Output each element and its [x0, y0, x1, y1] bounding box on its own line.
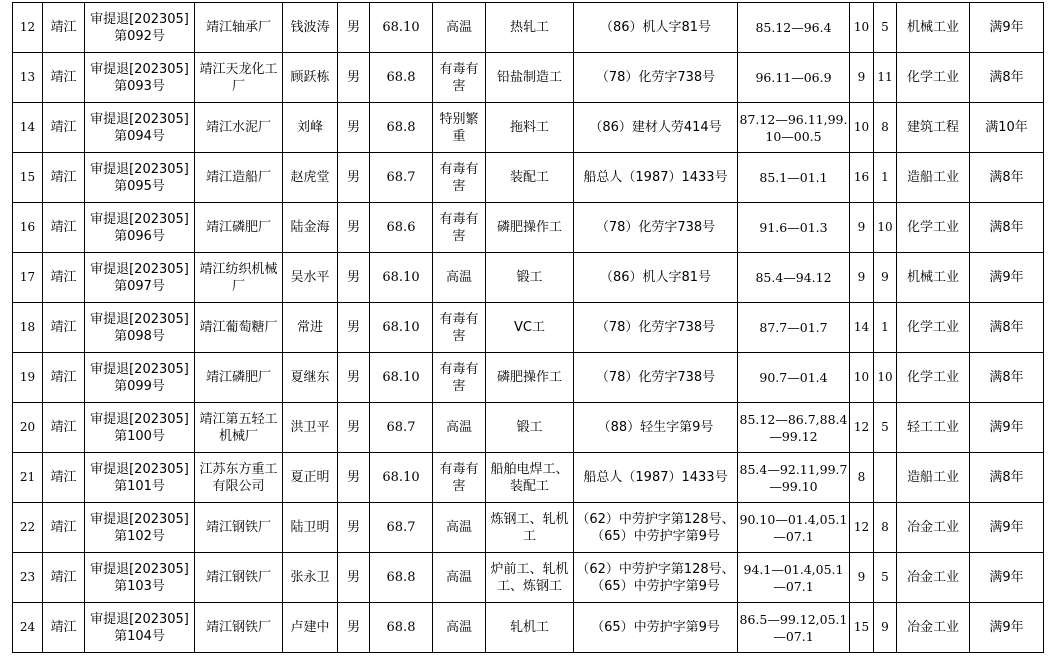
region-cell: 靖江 — [43, 353, 85, 403]
work-period-cell: 85.1—01.1 — [738, 153, 850, 203]
condition-cell: 满8年 — [970, 353, 1044, 403]
condition-cell: 满9年 — [970, 603, 1044, 653]
sequence-number-cell: 16 — [13, 203, 43, 253]
industry-cell: 造船工业 — [897, 153, 970, 203]
policy-basis-cell: （65）中劳护字第9号 — [574, 603, 738, 653]
years-cell: 12 — [850, 403, 874, 453]
job-title-cell: 磷肥操作工 — [486, 353, 574, 403]
employer-cell: 靖江水泥厂 — [195, 103, 283, 153]
policy-basis-cell: （62）中劳护字第128号、（65）中劳护字第9号 — [574, 553, 738, 603]
gender-cell: 男 — [338, 403, 370, 453]
file-number-cell: 审提退[202305]第095号 — [85, 153, 195, 203]
person-name-cell: 张永卫 — [283, 553, 338, 603]
work-type-cell: 有毒有害 — [433, 303, 486, 353]
employer-cell: 靖江钢铁厂 — [195, 603, 283, 653]
job-title-cell: 装配工 — [486, 153, 574, 203]
months-cell: 5 — [874, 553, 897, 603]
sequence-number-cell: 19 — [13, 353, 43, 403]
file-number-cell: 审提退[202305]第099号 — [85, 353, 195, 403]
work-type-cell: 特别繁重 — [433, 103, 486, 153]
policy-basis-cell: （78）化劳字738号 — [574, 203, 738, 253]
months-cell: 8 — [874, 503, 897, 553]
birth-date-cell: 68.8 — [370, 553, 433, 603]
file-number-cell: 审提退[202305]第104号 — [85, 603, 195, 653]
policy-basis-cell: （62）中劳护字第128号、（65）中劳护字第9号 — [574, 503, 738, 553]
file-number-cell: 审提退[202305]第096号 — [85, 203, 195, 253]
employer-cell: 靖江天龙化工厂 — [195, 53, 283, 103]
condition-cell: 满9年 — [970, 553, 1044, 603]
region-cell: 靖江 — [43, 153, 85, 203]
file-number-cell: 审提退[202305]第101号 — [85, 453, 195, 503]
job-title-cell: 磷肥操作工 — [486, 203, 574, 253]
birth-date-cell: 68.10 — [370, 353, 433, 403]
condition-cell: 满9年 — [970, 3, 1044, 53]
job-title-cell: 炉前工、轧机工、炼钢工 — [486, 553, 574, 603]
work-type-cell: 高温 — [433, 403, 486, 453]
gender-cell: 男 — [338, 3, 370, 53]
person-name-cell: 钱波涛 — [283, 3, 338, 53]
years-cell: 9 — [850, 53, 874, 103]
work-period-cell: 86.5—99.12,05.1—07.1 — [738, 603, 850, 653]
sequence-number-cell: 23 — [13, 553, 43, 603]
person-name-cell: 陆金海 — [283, 203, 338, 253]
person-name-cell: 洪卫平 — [283, 403, 338, 453]
sequence-number-cell: 22 — [13, 503, 43, 553]
region-cell: 靖江 — [43, 453, 85, 503]
gender-cell: 男 — [338, 553, 370, 603]
work-period-cell: 85.12—96.4 — [738, 3, 850, 53]
table-row — [13, 553, 1044, 603]
gender-cell: 男 — [338, 153, 370, 203]
birth-date-cell: 68.6 — [370, 203, 433, 253]
work-period-cell: 87.12—96.11,99.10—00.5 — [738, 103, 850, 153]
job-title-cell: 铅盐制造工 — [486, 53, 574, 103]
sequence-number-cell: 15 — [13, 153, 43, 203]
person-name-cell: 常进 — [283, 303, 338, 353]
policy-basis-cell: （86）机人字81号 — [574, 253, 738, 303]
work-period-cell: 90.10—01.4,05.1—07.1 — [738, 503, 850, 553]
employer-cell: 靖江纺织机械厂 — [195, 253, 283, 303]
work-period-cell: 96.11—06.9 — [738, 53, 850, 103]
industry-cell: 化学工业 — [897, 53, 970, 103]
birth-date-cell: 68.7 — [370, 403, 433, 453]
job-title-cell: 船舶电焊工、装配工 — [486, 453, 574, 503]
industry-cell: 化学工业 — [897, 203, 970, 253]
file-number-cell: 审提退[202305]第094号 — [85, 103, 195, 153]
region-cell: 靖江 — [43, 553, 85, 603]
sequence-number-cell: 14 — [13, 103, 43, 153]
years-cell: 8 — [850, 453, 874, 503]
birth-date-cell: 68.10 — [370, 303, 433, 353]
employer-cell: 靖江造船厂 — [195, 153, 283, 203]
work-type-cell: 有毒有害 — [433, 53, 486, 103]
table-row — [13, 603, 1044, 653]
policy-basis-cell: 船总人（1987）1433号 — [574, 153, 738, 203]
employer-cell: 江苏东方重工有限公司 — [195, 453, 283, 503]
region-cell: 靖江 — [43, 103, 85, 153]
birth-date-cell: 68.10 — [370, 253, 433, 303]
person-name-cell: 赵虎堂 — [283, 153, 338, 203]
job-title-cell: VC工 — [486, 303, 574, 353]
months-cell — [874, 453, 897, 503]
job-title-cell: 炼钢工、轧机工 — [486, 503, 574, 553]
work-period-cell: 85.12—86.7,88.4—99.12 — [738, 403, 850, 453]
gender-cell: 男 — [338, 503, 370, 553]
employer-cell: 靖江磷肥厂 — [195, 353, 283, 403]
work-period-cell: 85.4—92.11,99.7—99.10 — [738, 453, 850, 503]
industry-cell: 化学工业 — [897, 353, 970, 403]
years-cell: 9 — [850, 253, 874, 303]
industry-cell: 冶金工业 — [897, 553, 970, 603]
file-number-cell: 审提退[202305]第103号 — [85, 553, 195, 603]
region-cell: 靖江 — [43, 303, 85, 353]
months-cell: 10 — [874, 203, 897, 253]
table-body — [13, 3, 1044, 653]
years-cell: 10 — [850, 353, 874, 403]
condition-cell: 满8年 — [970, 303, 1044, 353]
gender-cell: 男 — [338, 303, 370, 353]
job-title-cell: 锻工 — [486, 253, 574, 303]
region-cell: 靖江 — [43, 253, 85, 303]
file-number-cell: 审提退[202305]第097号 — [85, 253, 195, 303]
sequence-number-cell: 18 — [13, 303, 43, 353]
file-number-cell: 审提退[202305]第092号 — [85, 3, 195, 53]
work-type-cell: 高温 — [433, 503, 486, 553]
months-cell: 5 — [874, 403, 897, 453]
work-period-cell: 94.1—01.4,05.1—07.1 — [738, 553, 850, 603]
years-cell: 9 — [850, 203, 874, 253]
industry-cell: 造船工业 — [897, 453, 970, 503]
birth-date-cell: 68.7 — [370, 153, 433, 203]
birth-date-cell: 68.10 — [370, 3, 433, 53]
industry-cell: 冶金工业 — [897, 503, 970, 553]
work-type-cell: 高温 — [433, 603, 486, 653]
gender-cell: 男 — [338, 103, 370, 153]
birth-date-cell: 68.7 — [370, 503, 433, 553]
industry-cell: 建筑工程 — [897, 103, 970, 153]
person-name-cell: 夏继东 — [283, 353, 338, 403]
months-cell: 8 — [874, 103, 897, 153]
gender-cell: 男 — [338, 253, 370, 303]
table-row — [13, 503, 1044, 553]
sequence-number-cell: 13 — [13, 53, 43, 103]
work-period-cell: 85.4—94.12 — [738, 253, 850, 303]
months-cell: 10 — [874, 353, 897, 403]
industry-cell: 机械工业 — [897, 253, 970, 303]
job-title-cell: 轧机工 — [486, 603, 574, 653]
table-row — [13, 253, 1044, 303]
condition-cell: 满9年 — [970, 253, 1044, 303]
condition-cell: 满8年 — [970, 453, 1044, 503]
table-row — [13, 303, 1044, 353]
person-name-cell: 卢建中 — [283, 603, 338, 653]
employer-cell: 靖江轴承厂 — [195, 3, 283, 53]
industry-cell: 冶金工业 — [897, 603, 970, 653]
years-cell: 12 — [850, 503, 874, 553]
person-name-cell: 夏正明 — [283, 453, 338, 503]
table-row — [13, 453, 1044, 503]
person-name-cell: 陆卫明 — [283, 503, 338, 553]
work-type-cell: 有毒有害 — [433, 203, 486, 253]
person-name-cell: 刘峰 — [283, 103, 338, 153]
sequence-number-cell: 24 — [13, 603, 43, 653]
work-type-cell: 有毒有害 — [433, 453, 486, 503]
work-period-cell: 87.7—01.7 — [738, 303, 850, 353]
work-period-cell: 91.6—01.3 — [738, 203, 850, 253]
job-title-cell: 拖料工 — [486, 103, 574, 153]
condition-cell: 满8年 — [970, 53, 1044, 103]
condition-cell: 满8年 — [970, 203, 1044, 253]
months-cell: 1 — [874, 303, 897, 353]
person-name-cell: 顾跃栋 — [283, 53, 338, 103]
region-cell: 靖江 — [43, 3, 85, 53]
years-cell: 10 — [850, 103, 874, 153]
region-cell: 靖江 — [43, 603, 85, 653]
condition-cell: 满10年 — [970, 103, 1044, 153]
sequence-number-cell: 12 — [13, 3, 43, 53]
industry-cell: 化学工业 — [897, 303, 970, 353]
employer-cell: 靖江第五轻工机械厂 — [195, 403, 283, 453]
table-row — [13, 3, 1044, 53]
policy-basis-cell: （88）轻生字第9号 — [574, 403, 738, 453]
gender-cell: 男 — [338, 53, 370, 103]
gender-cell: 男 — [338, 353, 370, 403]
months-cell: 1 — [874, 153, 897, 203]
work-type-cell: 高温 — [433, 3, 486, 53]
region-cell: 靖江 — [43, 203, 85, 253]
retirement-approval-table — [12, 2, 1044, 653]
condition-cell: 满9年 — [970, 403, 1044, 453]
employer-cell: 靖江钢铁厂 — [195, 503, 283, 553]
file-number-cell: 审提退[202305]第098号 — [85, 303, 195, 353]
person-name-cell: 吴水平 — [283, 253, 338, 303]
birth-date-cell: 68.10 — [370, 453, 433, 503]
job-title-cell: 锻工 — [486, 403, 574, 453]
sequence-number-cell: 17 — [13, 253, 43, 303]
years-cell: 16 — [850, 153, 874, 203]
work-period-cell: 90.7—01.4 — [738, 353, 850, 403]
file-number-cell: 审提退[202305]第102号 — [85, 503, 195, 553]
policy-basis-cell: （86）建材人劳414号 — [574, 103, 738, 153]
work-type-cell: 高温 — [433, 253, 486, 303]
region-cell: 靖江 — [43, 403, 85, 453]
employer-cell: 靖江葡萄糖厂 — [195, 303, 283, 353]
job-title-cell: 热轧工 — [486, 3, 574, 53]
table-row — [13, 403, 1044, 453]
table-row — [13, 203, 1044, 253]
years-cell: 10 — [850, 3, 874, 53]
months-cell: 5 — [874, 3, 897, 53]
policy-basis-cell: （78）化劳字738号 — [574, 303, 738, 353]
table-row — [13, 153, 1044, 203]
birth-date-cell: 68.8 — [370, 53, 433, 103]
work-type-cell: 高温 — [433, 553, 486, 603]
table-row — [13, 353, 1044, 403]
birth-date-cell: 68.8 — [370, 103, 433, 153]
industry-cell: 机械工业 — [897, 3, 970, 53]
years-cell: 15 — [850, 603, 874, 653]
work-type-cell: 有毒有害 — [433, 353, 486, 403]
months-cell: 9 — [874, 603, 897, 653]
file-number-cell: 审提退[202305]第093号 — [85, 53, 195, 103]
months-cell: 9 — [874, 253, 897, 303]
file-number-cell: 审提退[202305]第100号 — [85, 403, 195, 453]
sequence-number-cell: 21 — [13, 453, 43, 503]
sequence-number-cell: 20 — [13, 403, 43, 453]
policy-basis-cell: （78）化劳字738号 — [574, 353, 738, 403]
region-cell: 靖江 — [43, 53, 85, 103]
policy-basis-cell: （86）机人字81号 — [574, 3, 738, 53]
policy-basis-cell: 船总人（1987）1433号 — [574, 453, 738, 503]
gender-cell: 男 — [338, 603, 370, 653]
table-row — [13, 53, 1044, 103]
condition-cell: 满8年 — [970, 153, 1044, 203]
years-cell: 14 — [850, 303, 874, 353]
work-type-cell: 有毒有害 — [433, 153, 486, 203]
birth-date-cell: 68.8 — [370, 603, 433, 653]
years-cell: 9 — [850, 553, 874, 603]
months-cell: 11 — [874, 53, 897, 103]
gender-cell: 男 — [338, 203, 370, 253]
condition-cell: 满9年 — [970, 503, 1044, 553]
gender-cell: 男 — [338, 453, 370, 503]
industry-cell: 轻工工业 — [897, 403, 970, 453]
region-cell: 靖江 — [43, 503, 85, 553]
employer-cell: 靖江磷肥厂 — [195, 203, 283, 253]
employer-cell: 靖江钢铁厂 — [195, 553, 283, 603]
table-row — [13, 103, 1044, 153]
policy-basis-cell: （78）化劳字738号 — [574, 53, 738, 103]
